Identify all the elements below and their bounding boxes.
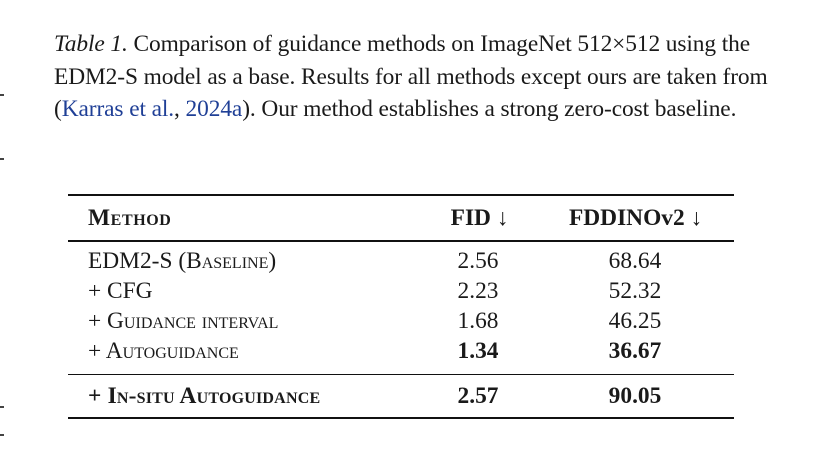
bottom-rule bbox=[68, 417, 734, 419]
row-fid: 2.56 bbox=[457, 248, 499, 274]
caption-label: Table 1. bbox=[54, 31, 128, 57]
caption-text: Comparison of guidance methods on ImageNet 512×512 using the EDM2-S model as a base. Results for all methods except ours are taken from ( bbox=[54, 31, 768, 123]
table-row bbox=[68, 307, 734, 337]
table-row bbox=[68, 337, 734, 367]
row-method: EDM2-S (Baseline) bbox=[88, 248, 277, 274]
row-fddinov2: 68.64 bbox=[608, 248, 662, 274]
row-method: + Autoguidance bbox=[88, 338, 239, 364]
table-row bbox=[68, 277, 734, 307]
baseline-rows bbox=[68, 242, 734, 374]
header-fid: FID ↓ bbox=[450, 204, 509, 231]
table-caption bbox=[54, 28, 770, 126]
margin-mark bbox=[0, 434, 4, 436]
row-fddinov2-best: 36.67 bbox=[608, 338, 662, 364]
header-fddinov2: FDDINOv2 ↓ bbox=[569, 204, 703, 231]
ours-fddinov2: 90.05 bbox=[608, 382, 662, 409]
caption-text-end: ). Our method establishes a strong zero-cost baseline. bbox=[242, 96, 737, 123]
ours-method: + In-situ Autoguidance bbox=[88, 382, 321, 409]
results-table bbox=[68, 194, 734, 419]
row-fid: 2.23 bbox=[457, 278, 499, 304]
row-fid-best: 1.34 bbox=[457, 338, 499, 364]
table-row-ours bbox=[68, 375, 734, 417]
row-method: + Guidance interval bbox=[88, 308, 279, 334]
row-fddinov2: 52.32 bbox=[608, 278, 662, 304]
citation-year-link[interactable]: 2024a bbox=[185, 96, 243, 123]
row-fid: 1.68 bbox=[457, 308, 499, 334]
table-row bbox=[68, 247, 734, 277]
margin-mark bbox=[0, 94, 4, 96]
row-fddinov2: 46.25 bbox=[608, 308, 662, 334]
header-method: Method bbox=[88, 204, 172, 231]
table-header bbox=[68, 196, 734, 240]
margin-mark bbox=[0, 406, 4, 408]
citation-separator: , bbox=[174, 96, 186, 123]
margin-mark bbox=[0, 158, 4, 160]
ours-fid: 2.57 bbox=[457, 382, 499, 409]
row-method: + CFG bbox=[88, 278, 153, 304]
citation-author-link[interactable]: Karras et al. bbox=[61, 96, 175, 123]
